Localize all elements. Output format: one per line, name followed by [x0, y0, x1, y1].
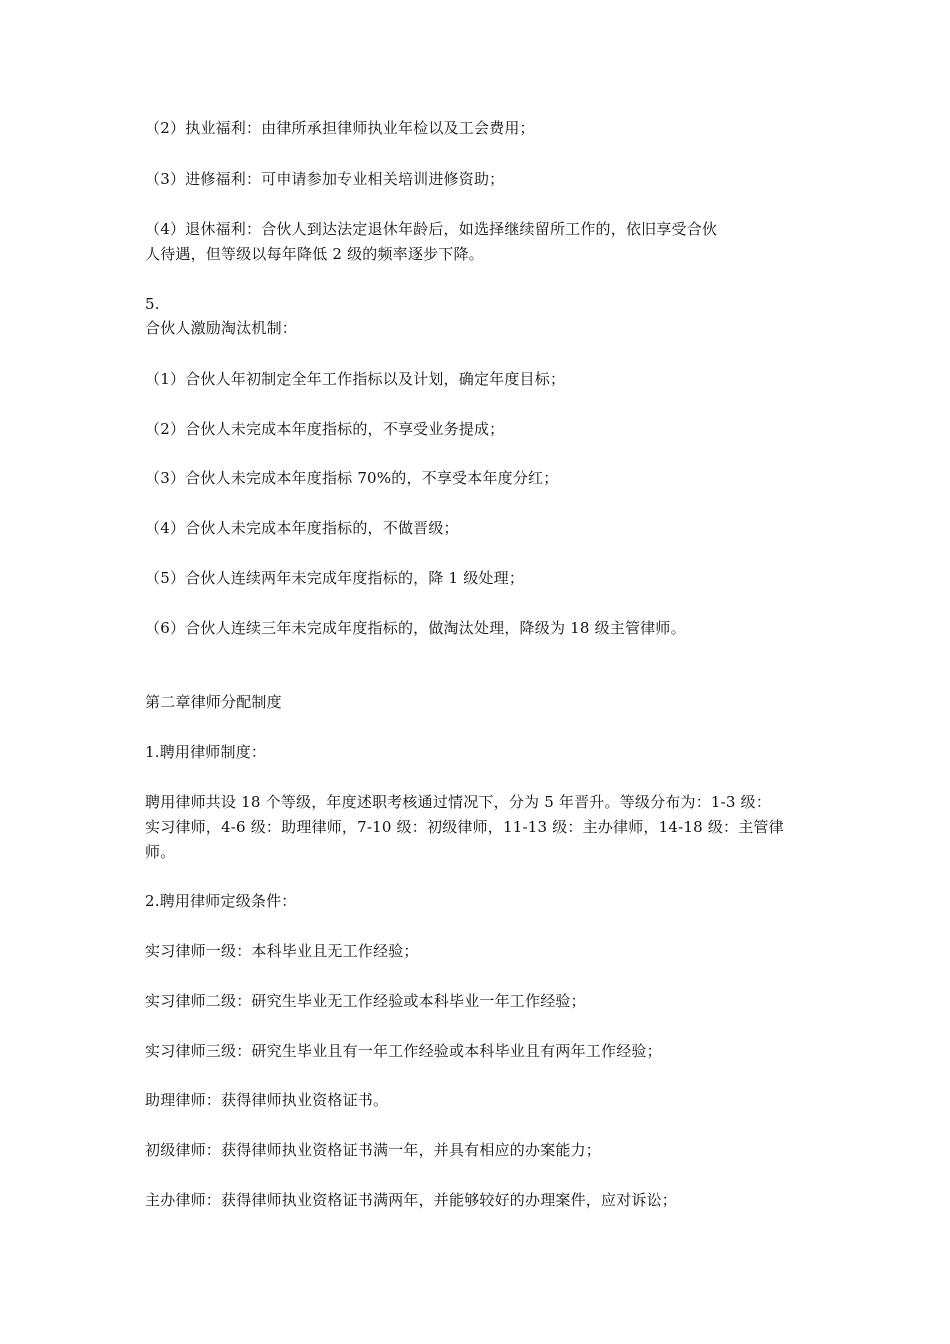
text-line-levels: 聘用律师共设 18 个等级，年度述职考核通过情况下，分为 5 年晋升。等级分布为：1-3 级： — [145, 793, 772, 811]
text-line-benefit-retire-cont: 人待遇，但等级以每年降低 2 级的频率逐步下降。 — [145, 245, 484, 263]
text-line-benefit-retire: （4）退休福利：合伙人到达法定退休年龄后，如选择继续留所工作的，依旧享受合伙 — [145, 220, 718, 238]
text-line-junior: 初级律师：获得律师执业资格证书满一年，并具有相应的办案能力； — [145, 1141, 602, 1159]
text-line-intern-1: 实习律师一级：本科毕业且无工作经验； — [145, 942, 419, 960]
text-line-benefit-practice: （2）执业福利：由律所承担律师执业年检以及工会费用； — [145, 119, 535, 137]
text-line-mechanism-2: （2）合伙人未完成本年度指标的，不享受业务提成； — [145, 420, 505, 438]
text-line-intern-3: 实习律师三级：研究生毕业且有一年工作经验或本科毕业且有两年工作经验； — [145, 1042, 662, 1060]
text-line-mechanism-1: （1）合伙人年初制定全年工作指标以及计划，确定年度目标； — [145, 370, 566, 388]
text-line-lead: 主办律师：获得律师执业资格证书满两年，并能够较好的办理案件，应对诉讼； — [145, 1191, 678, 1209]
chapter-heading: 第二章律师分配制度 — [145, 693, 282, 711]
section-number: 5. — [145, 295, 160, 313]
text-line-intern-2: 实习律师二级：研究生毕业无工作经验或本科毕业一年工作经验； — [145, 992, 586, 1010]
text-line-levels-end: 师。 — [145, 843, 176, 861]
text-line-assistant: 助理律师：获得律师执业资格证书。 — [145, 1091, 389, 1109]
section-heading-level-conditions: 2.聘用律师定级条件： — [145, 892, 297, 910]
text-line-benefit-study: （3）进修福利：可申请参加专业相关培训进修资助； — [145, 170, 505, 188]
text-line-mechanism-6: （6）合伙人连续三年未完成年度指标的，做淘汰处理，降级为 18 级主管律师。 — [145, 619, 686, 637]
text-line-mechanism-5: （5）合伙人连续两年未完成年度指标的，降 1 级处理； — [145, 569, 525, 587]
section-heading-hire-system: 1.聘用律师制度： — [145, 743, 267, 761]
text-line-mechanism-3: （3）合伙人未完成本年度指标 70%的，不享受本年度分红； — [145, 469, 559, 487]
text-line-mechanism-4: （4）合伙人未完成本年度指标的，不做晋级； — [145, 519, 459, 537]
section-heading-partner-mechanism: 合伙人激励淘汰机制： — [145, 319, 298, 337]
text-line-levels-cont: 实习律师，4-6 级：助理律师，7-10 级：初级律师，11-13 级：主办律师，14-18 级：主管律 — [145, 818, 784, 836]
